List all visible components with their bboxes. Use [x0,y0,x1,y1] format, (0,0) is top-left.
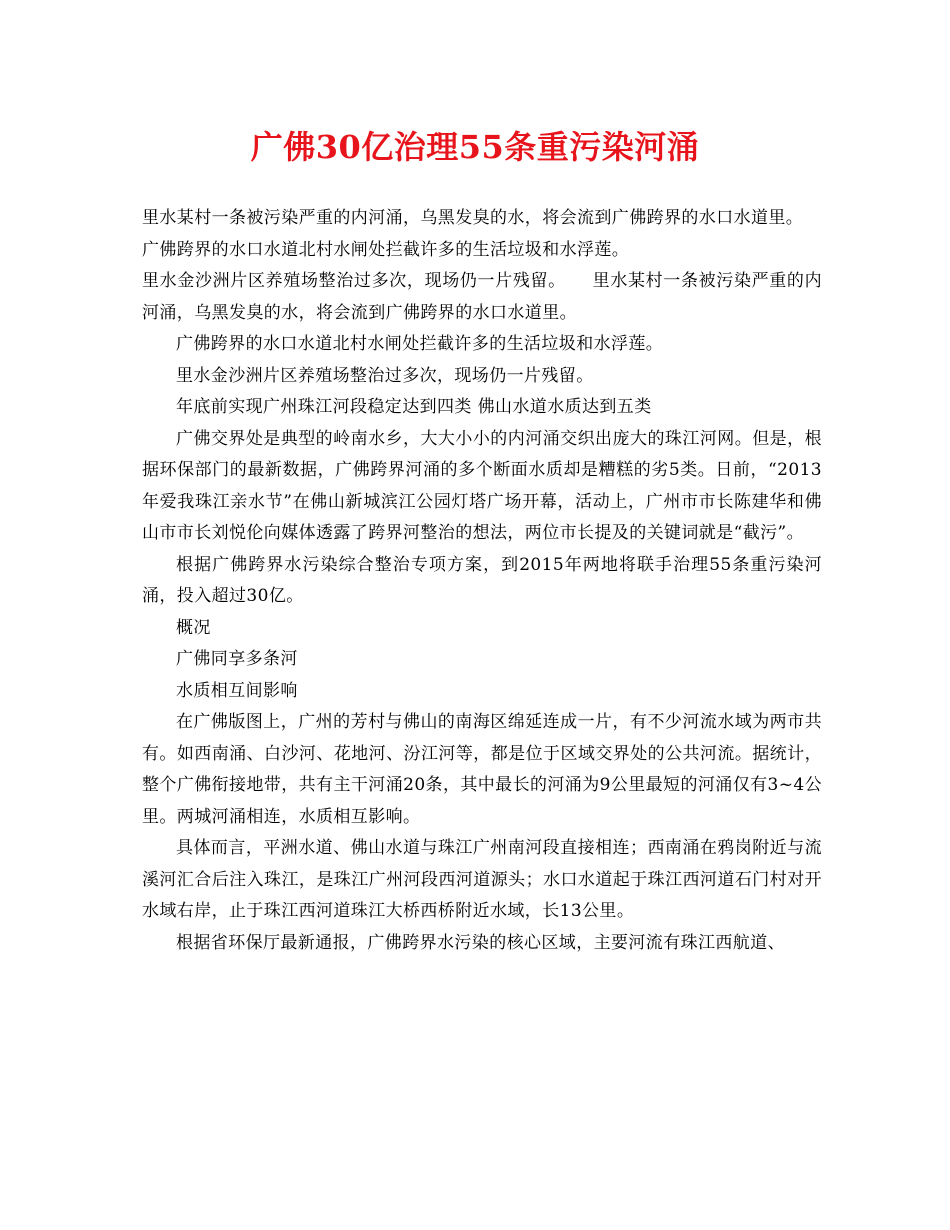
paragraph: 广佛跨界的水口水道北村水闸处拦截许多的生活垃圾和水浮莲。 [142,239,630,260]
paragraph: 广佛同享多条河 [176,649,298,669]
paragraph: 里水金沙洲片区养殖场整治过多次，现场仍一片残留。 里水某村一条被污染严重的内河涌，乌黑发臭的水，将会流到广佛跨界的水口水道里。 [142,271,822,323]
document-body [142,203,822,959]
paragraph: 里水金沙洲片区养殖场整治过多次，现场仍一片残留。 [176,365,594,386]
document-title: 广佛30亿治理55条重污染河涌 [250,128,700,166]
paragraph: 水质相互间影响 [176,680,298,701]
paragraph: 具体而言，平洲水道、佛山水道与珠江广州南河段直接相连；西南涌在鸦岗附近与流溪河汇合后注入珠江，是珠江广州河段西河道源头；水口水道起于珠江西河道石门村对开水域右岸，止于珠江西河道珠江大桥西桥附近水域，长13公里。 [142,838,822,921]
paragraph: 根据省环保厅最新通报，广佛跨界水污染的核心区域，主要河流有珠江西航道、 [176,932,785,953]
paragraph: 广佛跨界的水口水道北村水闸处拦截许多的生活垃圾和水浮莲。 [176,334,664,354]
paragraph: 年底前实现广州珠江河段稳定达到四类 佛山水道水质达到五类 [176,397,652,417]
paragraph: 在广佛版图上，广州的芳村与佛山的南海区绵延连成一片，有不少河流水域为两市共有。如西南涌、白沙河、花地河、汾江河等，都是位于区域交界处的公共河流。据统计，整个广佛衔接地带，共有主干河涌20条，其中最长的河涌为9公里最短的河涌仅有3~4公里。两城河涌相连，水质相互影响。 [142,712,822,827]
paragraph: 概况 [176,617,211,638]
paragraph: 根据广佛跨界水污染综合整治专项方案，到2015年两地将联手治理55条重污染河涌，投入超过30亿。 [142,554,822,606]
paragraph: 里水某村一条被污染严重的内河涌，乌黑发臭的水，将会流到广佛跨界的水口水道里。 [142,208,804,228]
paragraph: 广佛交界处是典型的岭南水乡，大大小小的内河涌交织出庞大的珠江河网。但是，根据环保部门的最新数据，广佛跨界河涌的多个断面水质却是糟糕的劣5类。日前，“2013年爱我珠江亲水节”在佛山新城滨江公园灯塔广场开幕，活动上，广州市市长陈建华和佛山市市长刘悦伦向媒体透露了跨界河整治的想法，两位市长提及的关键词就是“截污”。 [142,428,822,543]
